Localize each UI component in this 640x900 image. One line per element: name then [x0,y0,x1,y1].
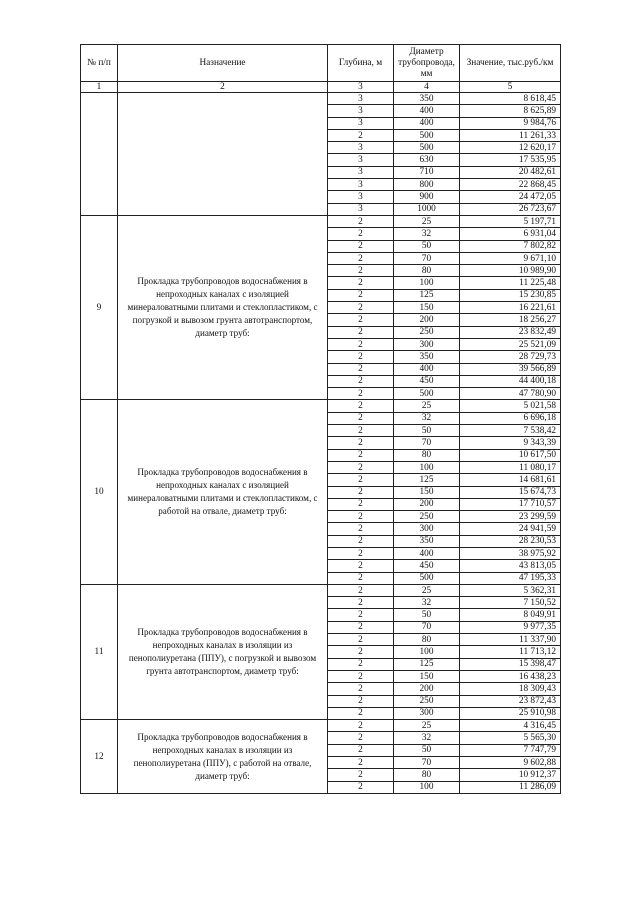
depth-cell: 3 [328,93,394,105]
column-number: 2 [118,82,328,93]
table-body [81,93,561,794]
depth-cell: 2 [328,572,394,584]
value-cell: 38 975,92 [460,547,561,559]
diameter-cell: 50 [394,744,460,756]
depth-cell: 2 [328,584,394,596]
depth-cell: 2 [328,707,394,719]
value-cell: 47 780,90 [460,388,561,400]
value-cell: 24 472,05 [460,191,561,203]
value-cell: 26 723,67 [460,203,561,215]
value-cell: 15 230,85 [460,289,561,301]
depth-cell: 2 [328,252,394,264]
item-description [118,93,328,216]
depth-cell: 2 [328,129,394,141]
depth-cell: 2 [328,338,394,350]
value-cell: 39 566,89 [460,363,561,375]
value-cell: 17 535,95 [460,154,561,166]
value-cell: 23 299,59 [460,511,561,523]
diameter-cell: 200 [394,314,460,326]
value-cell: 5 362,31 [460,584,561,596]
depth-cell: 2 [328,437,394,449]
diameter-cell: 800 [394,179,460,191]
depth-cell: 2 [328,732,394,744]
depth-cell: 2 [328,720,394,732]
value-cell: 6 931,04 [460,228,561,240]
value-cell: 8 049,91 [460,609,561,621]
depth-cell: 2 [328,695,394,707]
depth-cell: 2 [328,781,394,793]
depth-cell: 2 [328,609,394,621]
diameter-cell: 80 [394,769,460,781]
diameter-cell: 125 [394,289,460,301]
diameter-cell: 300 [394,338,460,350]
value-cell: 10 617,50 [460,449,561,461]
value-cell: 7 150,52 [460,597,561,609]
diameter-cell: 350 [394,93,460,105]
item-description: Прокладка трубопроводов водоснабжения в непроходных каналах в изоляции из пенополиуретана (ППУ), с погрузкой и вывозом грунта автотранспортом, диаметр труб: [118,584,328,719]
diameter-cell: 450 [394,560,460,572]
value-cell: 44 400,18 [460,375,561,387]
depth-cell: 2 [328,375,394,387]
diameter-cell: 100 [394,277,460,289]
diameter-cell: 200 [394,683,460,695]
item-description: Прокладка трубопроводов водоснабжения в непроходных каналах с изоляцией минераловатными плитами и стеклопластиком, с погрузкой и вывозом грунта автотранспортом, диаметр труб: [118,215,328,399]
header-diameter: Диаметр трубопровода, мм [394,45,460,82]
diameter-cell: 500 [394,129,460,141]
depth-cell: 3 [328,105,394,117]
diameter-cell: 50 [394,425,460,437]
depth-cell: 2 [328,289,394,301]
depth-cell: 2 [328,523,394,535]
value-cell: 18 309,43 [460,683,561,695]
value-cell: 43 813,05 [460,560,561,572]
table-row [81,400,561,412]
table-row [81,720,561,732]
depth-cell: 2 [328,597,394,609]
value-cell: 23 872,43 [460,695,561,707]
diameter-cell: 32 [394,597,460,609]
value-cell: 7 747,79 [460,744,561,756]
depth-cell: 2 [328,351,394,363]
diameter-cell: 900 [394,191,460,203]
depth-cell: 2 [328,757,394,769]
table-row [81,215,561,227]
depth-cell: 2 [328,511,394,523]
column-number: 3 [328,82,394,93]
depth-cell: 2 [328,646,394,658]
depth-cell: 2 [328,683,394,695]
diameter-cell: 400 [394,547,460,559]
depth-cell: 2 [328,560,394,572]
table-row [81,93,561,105]
diameter-cell: 80 [394,634,460,646]
diameter-cell: 350 [394,535,460,547]
diameter-cell: 710 [394,166,460,178]
diameter-cell: 70 [394,252,460,264]
tariff-table [80,44,561,794]
diameter-cell: 250 [394,511,460,523]
diameter-cell: 125 [394,658,460,670]
diameter-cell: 150 [394,486,460,498]
value-cell: 9 977,35 [460,621,561,633]
depth-cell: 2 [328,388,394,400]
diameter-cell: 25 [394,400,460,412]
diameter-cell: 200 [394,498,460,510]
depth-cell: 2 [328,498,394,510]
depth-cell: 2 [328,215,394,227]
value-cell: 15 674,73 [460,486,561,498]
diameter-cell: 150 [394,302,460,314]
value-cell: 16 221,61 [460,302,561,314]
value-cell: 9 671,10 [460,252,561,264]
value-cell: 5 197,71 [460,215,561,227]
item-number: 10 [81,400,118,584]
depth-cell: 2 [328,363,394,375]
value-cell: 28 230,53 [460,535,561,547]
depth-cell: 2 [328,449,394,461]
column-number: 5 [460,82,561,93]
column-number-row [81,82,561,93]
diameter-cell: 80 [394,265,460,277]
header-name: Назначение [118,45,328,82]
diameter-cell: 80 [394,449,460,461]
value-cell: 28 729,73 [460,351,561,363]
diameter-cell: 32 [394,228,460,240]
value-cell: 12 620,17 [460,142,561,154]
diameter-cell: 400 [394,117,460,129]
depth-cell: 2 [328,744,394,756]
header-value: Значение, тыс.руб./км [460,45,561,82]
diameter-cell: 350 [394,351,460,363]
value-cell: 9 343,39 [460,437,561,449]
diameter-cell: 400 [394,105,460,117]
depth-cell: 3 [328,166,394,178]
table-row [81,584,561,596]
depth-cell: 2 [328,425,394,437]
value-cell: 7 538,42 [460,425,561,437]
depth-cell: 3 [328,179,394,191]
depth-cell: 3 [328,142,394,154]
item-number: 9 [81,215,118,399]
diameter-cell: 70 [394,437,460,449]
value-cell: 23 832,49 [460,326,561,338]
table-header [81,45,561,93]
value-cell: 22 868,45 [460,179,561,191]
value-cell: 10 989,90 [460,265,561,277]
depth-cell: 2 [328,228,394,240]
value-cell: 10 912,37 [460,769,561,781]
depth-cell: 2 [328,412,394,424]
depth-cell: 2 [328,400,394,412]
value-cell: 11 286,09 [460,781,561,793]
depth-cell: 2 [328,486,394,498]
column-number: 4 [394,82,460,93]
diameter-cell: 32 [394,412,460,424]
diameter-cell: 450 [394,375,460,387]
diameter-cell: 125 [394,474,460,486]
value-cell: 6 696,18 [460,412,561,424]
diameter-cell: 25 [394,584,460,596]
value-cell: 7 802,82 [460,240,561,252]
depth-cell: 2 [328,302,394,314]
depth-cell: 2 [328,634,394,646]
item-description: Прокладка трубопроводов водоснабжения в непроходных каналах в изоляции из пенополиуретана (ППУ), с работой на отвале, диаметр труб: [118,720,328,794]
depth-cell: 2 [328,265,394,277]
value-cell: 14 681,61 [460,474,561,486]
diameter-cell: 250 [394,326,460,338]
value-cell: 16 438,23 [460,670,561,682]
diameter-cell: 32 [394,732,460,744]
diameter-cell: 50 [394,240,460,252]
diameter-cell: 25 [394,215,460,227]
value-cell: 20 482,61 [460,166,561,178]
value-cell: 5 021,58 [460,400,561,412]
depth-cell: 2 [328,658,394,670]
depth-cell: 2 [328,535,394,547]
diameter-cell: 300 [394,707,460,719]
diameter-cell: 250 [394,695,460,707]
value-cell: 9 602,88 [460,757,561,769]
diameter-cell: 70 [394,621,460,633]
depth-cell: 2 [328,314,394,326]
diameter-cell: 25 [394,720,460,732]
diameter-cell: 500 [394,572,460,584]
value-cell: 11 080,17 [460,461,561,473]
diameter-cell: 300 [394,523,460,535]
value-cell: 9 984,76 [460,117,561,129]
value-cell: 5 565,30 [460,732,561,744]
depth-cell: 2 [328,326,394,338]
depth-cell: 2 [328,461,394,473]
diameter-cell: 150 [394,670,460,682]
header-num: № п/п [81,45,118,82]
value-cell: 11 261,33 [460,129,561,141]
item-number: 12 [81,720,118,794]
diameter-cell: 100 [394,461,460,473]
depth-cell: 2 [328,240,394,252]
diameter-cell: 500 [394,388,460,400]
item-description: Прокладка трубопроводов водоснабжения в непроходных каналах с изоляцией минераловатными плитами и стеклопластиком, с работой на отвале, диаметр труб: [118,400,328,584]
value-cell: 8 618,45 [460,93,561,105]
value-cell: 11 225,48 [460,277,561,289]
header-depth: Глубина, м [328,45,394,82]
value-cell: 24 941,59 [460,523,561,535]
value-cell: 11 337,90 [460,634,561,646]
value-cell: 25 910,98 [460,707,561,719]
depth-cell: 3 [328,117,394,129]
depth-cell: 3 [328,191,394,203]
depth-cell: 3 [328,154,394,166]
item-number: 11 [81,584,118,719]
diameter-cell: 100 [394,646,460,658]
diameter-cell: 50 [394,609,460,621]
depth-cell: 2 [328,769,394,781]
value-cell: 11 713,12 [460,646,561,658]
value-cell: 17 710,57 [460,498,561,510]
value-cell: 4 316,45 [460,720,561,732]
diameter-cell: 1000 [394,203,460,215]
value-cell: 47 195,33 [460,572,561,584]
diameter-cell: 70 [394,757,460,769]
value-cell: 15 398,47 [460,658,561,670]
depth-cell: 2 [328,474,394,486]
diameter-cell: 500 [394,142,460,154]
value-cell: 25 521,09 [460,338,561,350]
depth-cell: 2 [328,277,394,289]
value-cell: 8 625,89 [460,105,561,117]
depth-cell: 2 [328,670,394,682]
depth-cell: 2 [328,621,394,633]
column-number: 1 [81,82,118,93]
diameter-cell: 630 [394,154,460,166]
diameter-cell: 400 [394,363,460,375]
depth-cell: 3 [328,203,394,215]
value-cell: 18 256,27 [460,314,561,326]
diameter-cell: 100 [394,781,460,793]
depth-cell: 2 [328,547,394,559]
item-number [81,93,118,216]
